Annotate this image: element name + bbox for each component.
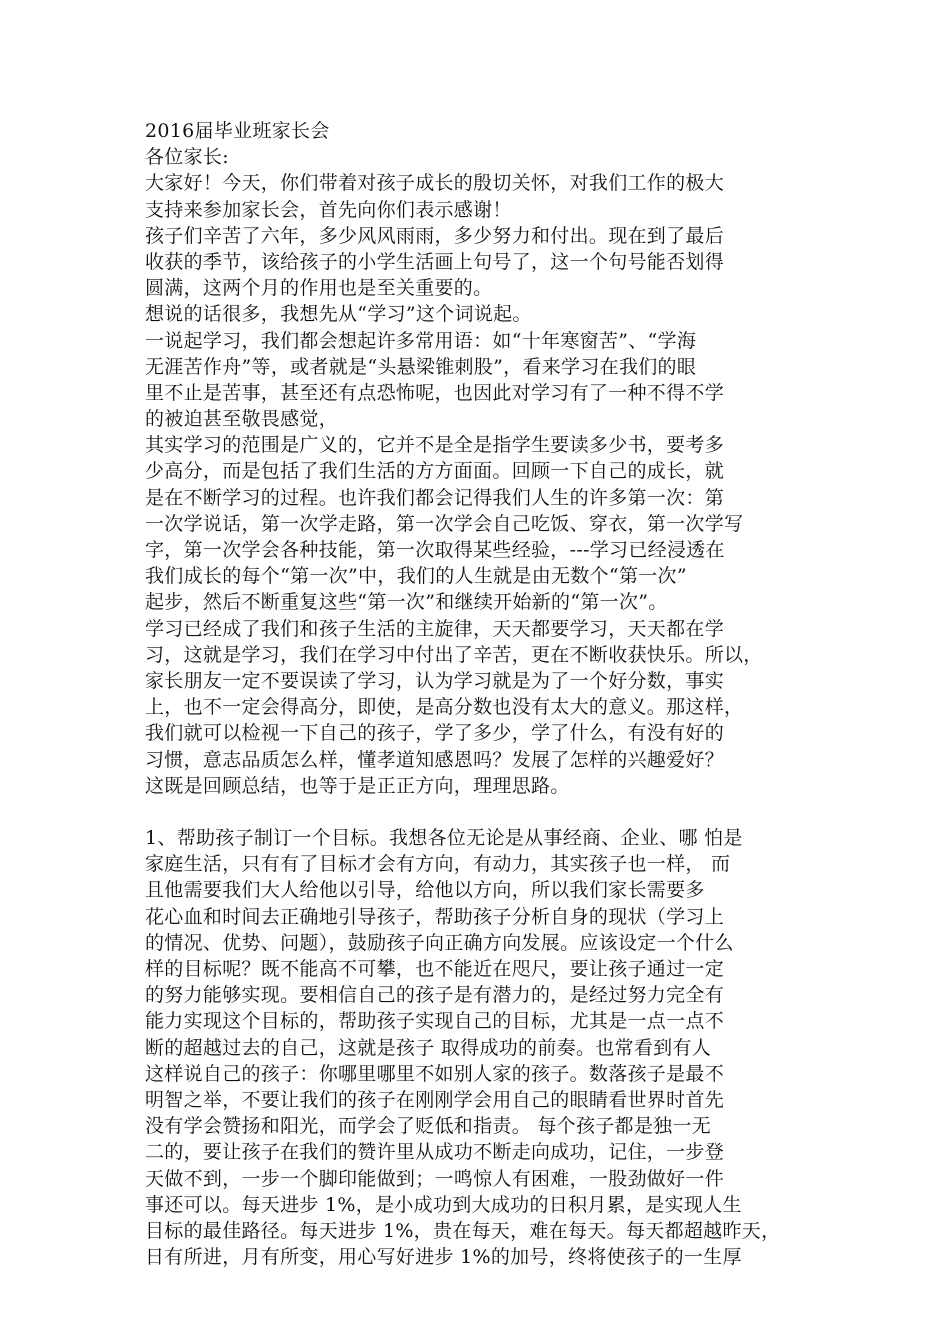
text-line: 家长朋友一定不要误读了学习，认为学习就是为了一个好分数，事实 <box>145 669 725 692</box>
text-line: 其实学习的范围是广义的，它并不是全是指学生要读多少书，要考多 <box>145 434 725 457</box>
text-line: 花心血和时间去正确地引导孩子，帮助孩子分析自身的现状（学习上 <box>145 905 725 928</box>
text-line: 支持来参加家长会，首先向你们表示感谢！ <box>145 198 512 221</box>
text-line: 无涯苦作舟”等，或者就是“头悬梁锥刺股”，看来学习在我们的眼 <box>145 355 697 378</box>
text-line: 一说起学习，我们都会想起许多常用语：如“十年寒窗苦”、“学海 <box>145 329 697 352</box>
text-line: 目标的最佳路径。每天进步 1%，贵在每天，难在每天。每天都超越昨天， <box>145 1219 781 1242</box>
text-line: 这样说自己的孩子：你哪里哪里不如别人家的孩子。数落孩子是最不 <box>145 1062 725 1085</box>
text-line: 里不止是苦事，甚至还有点恐怖呢，也因此对学习有了一种不得不学 <box>145 381 725 404</box>
text-line: 事还可以。每天进步 1%，是小成功到大成功的日积月累，是实现人生 <box>145 1193 742 1216</box>
text-line: 想说的话很多，我想先从“学习”这个词说起。 <box>145 303 532 326</box>
text-line: 这既是回顾总结，也等于是正正方向，理理思路。 <box>145 774 570 797</box>
text-line: 大家好！今天，你们带着对孩子成长的殷切关怀，对我们工作的极大 <box>145 172 725 195</box>
salutation: 各位家长: <box>145 146 229 169</box>
text-line: 少高分，而是包括了我们生活的方方面面。回顾一下自己的成长，就 <box>145 460 725 483</box>
text-line: 学习已经成了我们和孩子生活的主旋律，天天都要学习，天天都在学 <box>145 617 725 640</box>
text-line: 的努力能够实现。要相信自己的孩子是有潜力的，是经过努力完全有 <box>145 984 725 1007</box>
text-line: 的被迫甚至敬畏感觉， <box>145 408 339 431</box>
text-line: 我们成长的每个“第一次”中，我们的人生就是由无数个“第一次” <box>145 565 687 588</box>
text-line: 起步，然后不断重复这些“第一次”和继续开始新的“第一次”。 <box>145 591 668 614</box>
text-line: 是在不断学习的过程。也许我们都会记得我们人生的许多第一次：第 <box>145 486 725 509</box>
text-line: 习惯，意志品质怎么样，懂孝道知感恩吗？发展了怎样的兴趣爱好？ <box>145 748 725 771</box>
text-line: 没有学会赞扬和阳光，而学会了贬低和指责。 每个孩子都是独一无 <box>145 1115 712 1138</box>
text-line: 我们就可以检视一下自己的孩子，学了多少，学了什么，有没有好的 <box>145 722 725 745</box>
document-body <box>145 118 825 1270</box>
text-line: 明智之举，不要让我们的孩子在刚刚学会用自己的眼睛看世界时首先 <box>145 1088 725 1111</box>
text-line: 样的目标呢？既不能高不可攀，也不能近在咫尺，要让孩子通过一定 <box>145 958 725 980</box>
text-line: 天做不到，一步一个脚印能做到；一鸣惊人有困难，一股劲做好一件 <box>145 1167 725 1190</box>
text-line: 字，第一次学会各种技能，第一次取得某些经验，---学习已经浸透在 <box>145 539 725 561</box>
text-line: 能力实现这个目标的，帮助孩子实现自己的目标，尤其是一点一点不 <box>145 1010 725 1033</box>
text-line: 上，也不一定会得高分，即使，是高分数也没有太大的意义。那这样， <box>145 696 744 719</box>
text-line: 断的超越过去的自己，这就是孩子 取得成功的前奏。也常看到有人 <box>145 1036 712 1059</box>
paragraph-gap <box>145 799 825 825</box>
text-line: 收获的季节，该给孩子的小学生活画上句号了，这一个句号能否划得 <box>145 250 725 273</box>
text-line: 且他需要我们大人给他以引导，给他以方向，所以我们家长需要多 <box>145 879 705 902</box>
text-line: 孩子们辛苦了六年，多少风风雨雨，多少努力和付出。现在到了最后 <box>145 224 725 247</box>
document-title: 2016届毕业班家长会 <box>145 120 330 142</box>
text-line: 1、帮助孩子制订一个目标。我想各位无论是从事经商、企业、哪 怕是 <box>145 827 743 850</box>
text-line: 一次学说话，第一次学走路，第一次学会自己吃饭、穿衣，第一次学写 <box>145 512 744 535</box>
text-line: 二的，要让孩子在我们的赞许里从成功不断走向成功，记住，一步登 <box>145 1141 725 1164</box>
text-line: 习，这就是学习，我们在学习中付出了辛苦，更在不断收获快乐。所以， <box>145 643 763 666</box>
text-line: 家庭生活，只有有了目标才会有方向，有动力，其实孩子也一样， 而 <box>145 853 731 876</box>
text-line: 圆满，这两个月的作用也是至关重要的。 <box>145 277 493 300</box>
text-line: 的情况、优势、问题），鼓励孩子向正确方向发展。应该设定一个什么 <box>145 931 734 954</box>
text-line: 日有所进，月有所变，用心写好进步 1%的加号，终将使孩子的一生厚 <box>145 1246 742 1269</box>
